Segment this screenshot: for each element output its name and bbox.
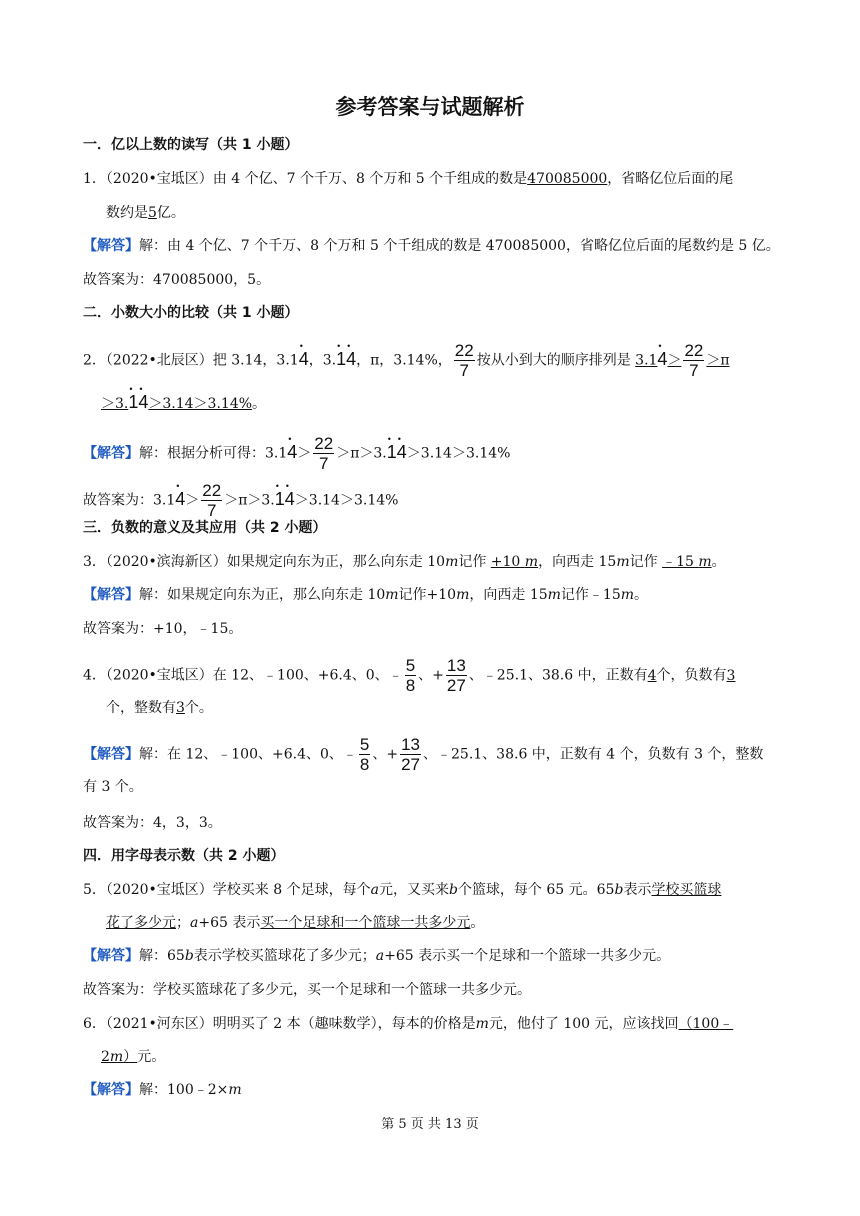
q2-gt: ＞ [185,492,200,509]
q5-stem: 5．（2020•宝坻区）学校买来 8 个足球，每个 [83,882,371,898]
fraction [359,735,370,774]
q5-stem: +65 表示 [198,915,261,931]
var-m: m [445,554,459,570]
q6-solution [83,1080,242,1100]
q2-gt: ＞ [297,445,312,462]
fraction-numerator: 13 [446,656,466,675]
fraction-numerator: 22 [684,341,704,360]
q5-answer-1: 学校买篮球 [651,882,722,898]
q3-solution-text: ，向西走 15 [469,587,548,603]
jieda-label: 【解答】 [83,948,139,964]
q6-stem: 元，他付了 100 元，应该找回 [488,1016,679,1032]
q5-stem: ； [176,915,190,931]
jieda-label: 【解答】 [83,238,139,254]
q5-solution-text: 解：65 [139,948,185,964]
q3-text [83,552,726,572]
q5-stem: 表示 [623,882,652,898]
q2-stem: 2．（2022•北辰区）把 3.14，3.1 [83,352,299,369]
section-heading-3: 三．负数的意义及其应用（共 2 小题） [83,520,327,536]
fraction-denominator: 7 [319,454,329,473]
q4-stem: 4．（2020•宝坻区）在 12、﹣100、+6.4、0、﹣ [83,667,403,684]
var-m: m [620,587,635,603]
q4-solution-text: 解：在 12、﹣100、+6.4、0、﹣ [139,746,357,763]
var-m: m [475,1016,489,1032]
q5-end: 。 [470,915,485,931]
fraction-numerator: 13 [401,735,421,754]
q4-solution-2: 有 3 个。 [83,779,143,795]
repeating-digit: • 4 [287,442,297,462]
q6-text-2 [101,1047,165,1067]
repeating-digit: • 1 [336,349,346,369]
q4-final: 故答案为：4，3，3。 [83,815,222,831]
q3-answer-1 [491,552,538,572]
q4-sep: 、+ [372,746,399,763]
q6-answer-part: 2 [101,1049,110,1065]
repeating-digit: • 4 [346,349,356,369]
var-m: m [228,1082,242,1098]
fraction-denominator: 27 [446,676,466,695]
var-m: m [547,587,561,603]
var-b: b [448,882,458,898]
q5-text [83,880,721,900]
q5-text-2 [106,913,484,933]
q6-stem: 元。 [137,1049,166,1065]
q2-solution [83,434,510,473]
var-m: m [385,587,399,603]
q1-final: 故答案为：470085000，5。 [83,272,271,288]
repeating-digit: • 4 [285,489,295,509]
var-b: b [614,882,624,898]
fraction-numerator: 22 [202,481,222,500]
fraction [446,656,467,695]
var-b: b [184,948,194,964]
q1-stem-4: 亿。 [156,205,185,221]
repeating-digit: • 4 [299,349,309,369]
q2-answer-2 [101,392,252,414]
section-heading-4: 四．用字母表示数（共 2 小题） [83,848,285,864]
fraction [313,434,334,473]
q3-answer-1-text: +10 [490,554,525,570]
fraction-denominator: 8 [405,676,416,695]
q5-final: 故答案为：学校买篮球花了多少元，买一个足球和一个篮球一共多少元。 [83,982,531,998]
var-m: m [524,554,539,570]
q1-stem: 1．（2020•宝坻区）由 4 个亿、7 个千万、8 个万和 5 个千组成的数是 [83,171,528,187]
q1-text-2 [106,203,185,223]
q2-answer-part: ＞3.14＞3.14% [148,396,253,412]
q4-text [83,656,735,695]
q6-text [83,1014,733,1034]
repeating-digit: • 4 [657,349,667,369]
q1-solution-text: 解：由 4 个亿、7 个千万、8 个万和 5 个千组成的数是 470085000，省略亿位后面的尾数约是 5 亿。 [139,238,780,254]
jieda-label: 【解答】 [83,587,139,603]
fraction-denominator: 27 [401,755,421,774]
jieda-label: 【解答】 [83,445,139,462]
fraction-numerator: 22 [454,341,474,360]
q4-answer-3: 3 [176,700,185,716]
q1-stem-2: ，省略亿位后面的尾 [607,171,734,187]
q2-final-text: ＞π＞3. [224,492,275,509]
q4-sep: 、+ [418,667,444,684]
section-heading-2: 二．小数大小的比较（共 1 小题） [83,305,299,321]
q5-answer-1-cont: 花了多少元 [106,915,176,931]
fraction-denominator: 7 [689,361,699,380]
q2-solution-text: 解：根据分析可得：3.1 [139,445,288,462]
repeating-digit: • 4 [175,489,185,509]
q4-text-2 [106,698,213,718]
q2-final [83,481,398,520]
repeating-digit: • 1 [128,392,138,412]
fraction-denominator: 7 [459,361,469,380]
q3-stem: ，向西走 15 [538,554,617,570]
q2-solution-text: ＞3.14＞3.14% [406,445,511,462]
q2-answer-gt: ＞ [667,352,682,369]
q2-final-text: ＞3.14＞3.14% [294,492,399,509]
q3-end: 。 [711,554,726,570]
jieda-label: 【解答】 [83,746,139,763]
repeating-digit: • 4 [397,442,407,462]
repeating-digit: • 4 [138,392,148,412]
q3-solution-text: 记作+10 [398,587,457,603]
q2-answer-part: ＞3. [101,396,129,412]
repeating-digit: • 1 [387,442,397,462]
q3-answer-2 [662,552,712,572]
q4-answer-1: 4 [647,667,657,684]
q2-answer-part: ＞π [706,352,730,369]
q3-stem: 记作 [458,554,487,570]
q2-text-2 [101,392,266,414]
q4-solution-text: 、﹣25.1、38.6 中，正数有 4 个，负数有 3 个，整数 [423,746,764,763]
q6-answer-cont [101,1047,137,1067]
var-a: a [375,948,385,964]
q5-solution-text: 表示学校买篮球花了多少元； [193,948,376,964]
var-a: a [190,915,199,931]
q4-stem: 个，负数有 [656,667,727,684]
repeating-digit: • 1 [275,489,285,509]
q1-stem-3: 数约是 [106,205,148,221]
q5-stem: 个篮球，每个 65 元。65 [457,882,615,898]
q2-stem-3: ，π，3.14%， [356,352,452,369]
q3-solution-text: 记作﹣15 [560,587,621,603]
var-m: m [109,1049,124,1065]
page-footer: 第 5 页 共 13 页 [381,1117,479,1132]
fraction [683,341,704,380]
fraction [400,735,421,774]
q2-final-text: 故答案为：3.1 [83,492,176,509]
q6-solution-text: 解：100﹣2× [139,1082,229,1098]
q3-solution-text: 解：如果规定向东为正，那么向东走 10 [139,587,386,603]
q4-solution [83,735,763,774]
q4-stem: 、﹣25.1、38.6 中，正数有 [468,667,648,684]
q2-stem-2: ，3. [308,352,337,369]
fraction [405,656,416,695]
q6-stem: 6．（2021•河东区）明明买了 2 本（趣味数学），每本的价格是 [83,1016,476,1032]
q3-stem: 3．（2020•滨海新区）如果规定向东为正，那么向东走 10 [83,554,446,570]
var-m: m [616,554,630,570]
q1-answer-2: 5 [148,205,157,221]
q3-stem: 记作 [629,554,658,570]
q2-solution-text: ＞π＞3. [336,445,387,462]
q2-text [83,341,730,380]
fraction-numerator: 5 [359,735,370,754]
var-a: a [370,882,379,898]
fraction-denominator: 8 [359,755,370,774]
q5-answer-2: 买一个足球和一个篮球一共多少元 [260,915,471,931]
q1-solution [83,236,780,256]
fraction-numerator: 22 [314,434,334,453]
q4-stem: 个，整数有 [106,700,176,716]
q2-end: 。 [252,396,267,412]
jieda-label: 【解答】 [83,1082,139,1098]
q2-answer-1 [635,341,729,380]
fraction-denominator: 7 [207,501,217,520]
q1-text [83,169,733,189]
q5-stem: 元，又买来 [378,882,449,898]
section-heading-1: 一．亿以上数的读写（共 1 小题） [83,137,299,153]
q4-answer-2: 3 [726,667,736,684]
q2-answer-part: 3.1 [635,352,658,369]
var-m: m [456,587,470,603]
page-title: 参考答案与试题解析 [335,95,525,119]
q3-solution [83,585,648,605]
q6-answer: （100﹣ [678,1016,734,1032]
fraction [201,481,222,520]
fraction [454,341,475,380]
fraction-numerator: 5 [405,656,416,675]
q5-solution-text: +65 表示买一个足球和一个篮球一共多少元。 [384,948,671,964]
q6-answer-part: ） [123,1049,138,1065]
q2-stem-4: 按从小到大的顺序排列是 [476,352,631,369]
var-m: m [698,554,712,570]
q1-answer-1: 470085000 [527,171,608,187]
q4-stem: 个。 [184,700,213,716]
q3-answer-2-text: ﹣15 [662,554,699,570]
q3-final: 故答案为：+10，﹣15。 [83,621,243,637]
q5-solution [83,946,670,966]
q3-solution-text: 。 [634,587,649,603]
